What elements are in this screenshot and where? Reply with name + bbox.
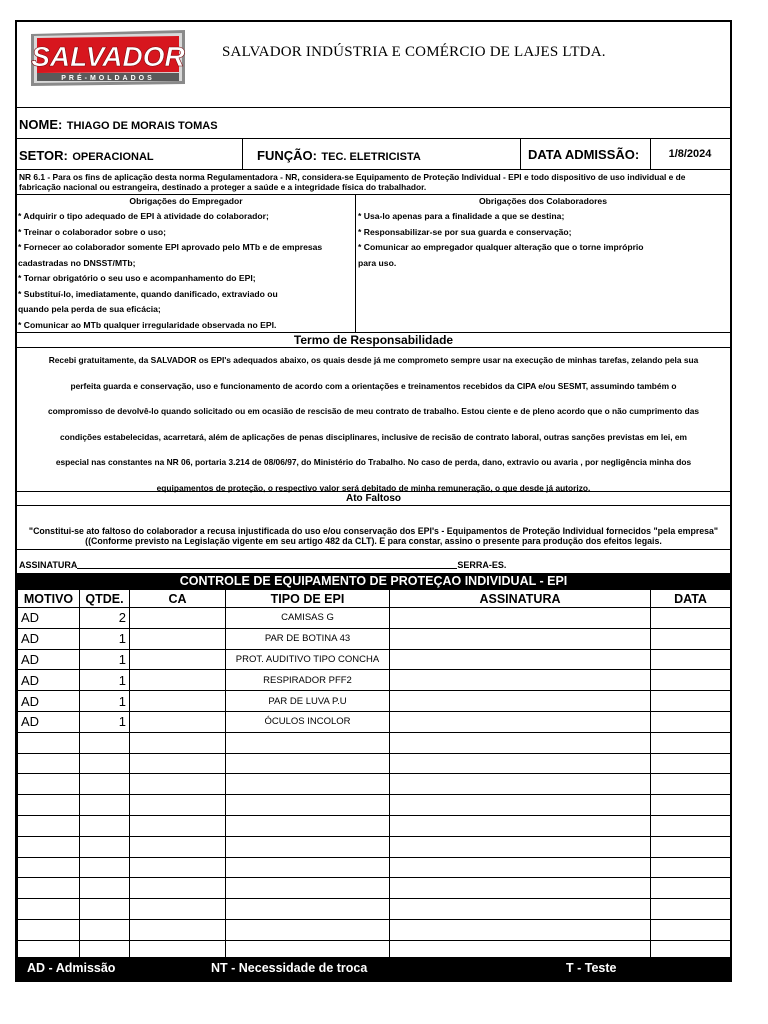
qtde-cell: 2 [80,608,130,629]
data-cell[interactable] [651,815,731,836]
data-cell[interactable] [651,691,731,712]
qtde-cell [80,857,130,878]
assinatura-cell[interactable] [390,919,651,940]
ca-cell [130,670,226,691]
epi-control-table [17,589,731,962]
table-row [18,919,731,940]
ato-faltoso-line2: ((Conforme previsto na Legislação vigente em seu artigo 482 da CLT). E para constar, assino o presente para produção dos efeitos legais. [85,536,662,546]
data-cell[interactable] [651,732,731,753]
salvador-logo [27,28,189,88]
col-data: DATA [651,590,731,608]
table-row [18,711,731,732]
termo-line: Recebi gratuitamente, da SALVADOR os EPI's adequados abaixo, os quais desde já me comprometo sempre usar na execução de minhas tarefas, zelando pela sua [48,355,699,365]
assinatura-cell[interactable] [390,753,651,774]
motivo-cell: AD [18,649,80,670]
admission-label: DATA ADMISSÃO: [528,147,640,162]
col-tipo-epi: TIPO DE EPI [226,590,390,608]
qtde-cell: 1 [80,649,130,670]
motivo-cell [18,836,80,857]
sector-row [17,139,730,170]
table-row [18,732,731,753]
table-row [18,753,731,774]
motivo-cell: AD [18,691,80,712]
legend-bar [17,957,730,980]
motivo-cell [18,815,80,836]
table-row [18,670,731,691]
qtde-cell: 1 [80,691,130,712]
tipo-epi-cell: PAR DE LUVA P.U [226,691,390,712]
epi-form-sheet [15,20,732,982]
assinatura-cell[interactable] [390,670,651,691]
tipo-epi-cell [226,899,390,920]
data-cell[interactable] [651,670,731,691]
qtde-cell [80,795,130,816]
ca-cell [130,774,226,795]
qtde-cell [80,878,130,899]
motivo-cell: AD [18,711,80,732]
tipo-epi-cell [226,732,390,753]
termo-title: Termo de Responsabilidade [293,333,454,347]
legend-t: T - Teste [566,961,617,975]
qtde-cell [80,753,130,774]
assinatura-cell[interactable] [390,608,651,629]
employer-line: * Tornar obrigatório o seu uso e acompanhamento do EPI; [18,273,256,283]
role-label: FUNÇÃO: [257,148,317,163]
data-cell[interactable] [651,899,731,920]
sector-label: SETOR: [19,148,68,163]
logo-subtext: PRÉ-MOLDADOS [61,75,155,82]
role-value: TEC. ELETRICISTA [321,151,421,163]
table-row [18,608,731,629]
termo-paragraph [17,348,730,501]
table-row [18,878,731,899]
collaborator-line: para uso. [358,257,397,268]
qtde-cell: 1 [80,670,130,691]
legend-nt: NT - Necessidade de troca [211,961,368,975]
assinatura-cell[interactable] [390,836,651,857]
data-cell[interactable] [651,795,731,816]
motivo-cell [18,753,80,774]
company-name: SALVADOR INDÚSTRIA E COMÉRCIO DE LAJES LTDA. [222,44,606,60]
motivo-cell: AD [18,608,80,629]
employer-line: * Fornecer ao colaborador somente EPI aprovado pelo MTb e de empresas [18,242,323,252]
ca-cell [130,857,226,878]
col-qtde: QTDE. [80,590,130,608]
motivo-cell [18,919,80,940]
qtde-cell [80,774,130,795]
employer-line: * Adquirir o tipo adequado de EPI à atividade do colaborador; [18,211,269,221]
collaborator-line: * Comunicar ao empregador qualquer alteração que o torne impróprio [358,242,644,252]
tipo-epi-cell: PROT. AUDITIVO TIPO CONCHA [226,649,390,670]
collaborator-obligations-list [358,209,728,271]
table-row [18,774,731,795]
logo-wordmark: SALVADOR [31,41,185,72]
termo-line: condições estabelecidas, acarretará, além de aplicações de penas disciplinares, inclusive de recisão de contrato laboral, outras sanções previstas em lei, em [59,431,688,442]
ca-cell [130,732,226,753]
qtde-cell [80,815,130,836]
data-cell[interactable] [651,608,731,629]
name-value: THIAGO DE MORAIS TOMAS [66,120,218,132]
data-cell[interactable] [651,753,731,774]
tipo-epi-cell [226,878,390,899]
employer-line: quando pela perda de sua eficácia; [18,304,161,314]
name-row [17,108,730,139]
tipo-epi-cell [226,753,390,774]
epi-table-title: CONTROLE DE EQUIPAMENTO DE PROTEÇAO INDIVIDUAL - EPI [17,573,730,589]
col-assinatura: ASSINATURA [390,590,651,608]
motivo-cell [18,774,80,795]
ato-body-row [17,506,730,550]
tipo-epi-cell [226,774,390,795]
termo-body-row [17,348,730,492]
tipo-epi-cell: RESPIRADOR PFF2 [226,670,390,691]
collaborator-obligations-title: Obrigações dos Colaboradores [479,196,607,206]
assinatura-cell[interactable] [390,815,651,836]
tipo-epi-cell: ÓCULOS INCOLOR [226,711,390,732]
employer-obligations-title: Obrigações do Empregador [129,196,243,206]
qtde-cell [80,899,130,920]
termo-line: equipamentos de proteção, o respectivo valor será debitado de minha remuneração, o que desde já autorizo. [156,482,591,493]
assinatura-cell[interactable] [390,732,651,753]
table-row [18,649,731,670]
table-row [18,795,731,816]
assinatura-cell[interactable] [390,795,651,816]
ca-cell [130,815,226,836]
signature-field[interactable] [77,568,457,569]
col-motivo: MOTIVO [18,590,80,608]
ca-cell [130,836,226,857]
tipo-epi-cell [226,857,390,878]
nr-row [17,170,730,195]
assinatura-cell[interactable] [390,649,651,670]
legend-ad: AD - Admissão [27,961,116,975]
qtde-cell [80,919,130,940]
tipo-epi-cell: CAMISAS G [226,608,390,629]
ca-cell [130,919,226,940]
tipo-epi-cell [226,836,390,857]
data-cell[interactable] [651,836,731,857]
ca-cell [130,899,226,920]
ato-title-row [17,492,730,506]
table-row [18,628,731,649]
data-cell[interactable] [651,628,731,649]
data-cell[interactable] [651,711,731,732]
ca-cell [130,795,226,816]
obligations-row [17,195,730,333]
data-cell[interactable] [651,774,731,795]
employer-line: * Comunicar ao MTb qualquer irregularidade observada no EPI. [18,319,277,330]
assinatura-cell[interactable] [390,774,651,795]
ca-cell [130,649,226,670]
termo-title-row [17,333,730,348]
nr-text: NR 6.1 - Para os fins de aplicação desta norma Regulamentadora - NR, considera-se Equipamento de Proteção Individual - EPI e todo dispositivo de uso individual e de fabricação nacional ou estrangeira, destinado a proteger a saúde e a integridade física do trabalhador. [19,172,686,192]
assinatura-cell[interactable] [390,628,651,649]
col-ca: CA [130,590,226,608]
ca-cell [130,753,226,774]
assinatura-cell[interactable] [390,857,651,878]
admission-value: 1/8/2024 [668,148,712,160]
tipo-epi-cell [226,919,390,940]
termo-line: perfeita guarda e conservação, uso e funcionamento de acordo com a orientações e treinamentos recebidos da CIPA e/ou SESMT, assumindo também o [70,380,677,391]
name-label: NOME: [19,117,63,132]
signature-label: ASSINATURA [19,560,78,570]
motivo-cell [18,732,80,753]
sector-value: OPERACIONAL [72,151,154,163]
signature-line [19,560,506,570]
tipo-epi-cell [226,795,390,816]
data-cell[interactable] [651,857,731,878]
collaborator-line: * Usa-lo apenas para a finalidade a que se destina; [358,211,565,221]
epi-table-header [18,590,731,608]
table-row [18,836,731,857]
qtde-cell: 1 [80,711,130,732]
motivo-cell [18,878,80,899]
employer-line: * Substituí-lo, imediatamente, quando danificado, extraviado ou [18,288,278,299]
ato-faltoso-title: Ato Faltoso [346,493,401,504]
ca-cell [130,691,226,712]
ca-cell [130,878,226,899]
motivo-cell [18,857,80,878]
employer-line: * Treinar o colaborador sobre o uso; [18,226,167,237]
assinatura-cell[interactable] [390,899,651,920]
table-row [18,691,731,712]
table-row [18,857,731,878]
ca-cell [130,711,226,732]
ato-faltoso-line1: "Constitui-se ato faltoso do colaborador a recusa injustificada do uso e/ou conservação dos EPI's - Equipamentos de Proteção Individual fornecidos "pela empresa" [28,526,719,536]
signature-location: SERRA-ES. [457,560,507,570]
termo-line: compromisso de devolvê-lo quando solicitado ou em ocasião de rescisão de meu contrato de trabalho. Estou ciente e de pleno acordo que o não cumprimento das [47,406,700,416]
table-row [18,815,731,836]
data-cell[interactable] [651,649,731,670]
motivo-cell [18,899,80,920]
assinatura-cell[interactable] [390,711,651,732]
form-header [17,22,730,108]
data-cell[interactable] [651,878,731,899]
table-row [18,899,731,920]
motivo-cell: AD [18,670,80,691]
qtde-cell [80,732,130,753]
ca-cell [130,608,226,629]
motivo-cell: AD [18,628,80,649]
assinatura-cell[interactable] [390,878,651,899]
data-cell[interactable] [651,919,731,940]
qtde-cell [80,836,130,857]
qtde-cell: 1 [80,628,130,649]
assinatura-cell[interactable] [390,691,651,712]
employer-line: cadastradas no DNSST/MTb; [18,257,136,268]
motivo-cell [18,795,80,816]
employer-obligations-list [18,209,354,333]
tipo-epi-cell [226,815,390,836]
tipo-epi-cell: PAR DE BOTINA 43 [226,628,390,649]
termo-line: especial nas constantes na NR 06, portaria 3.214 de 08/06/97, do Ministério do Trabalho. No caso de perda, dano, extravio ou avaria , por negligência minha dos [55,457,692,467]
ca-cell [130,628,226,649]
collaborator-line: * Responsabilizar-se por sua guarda e conservação; [358,226,572,237]
